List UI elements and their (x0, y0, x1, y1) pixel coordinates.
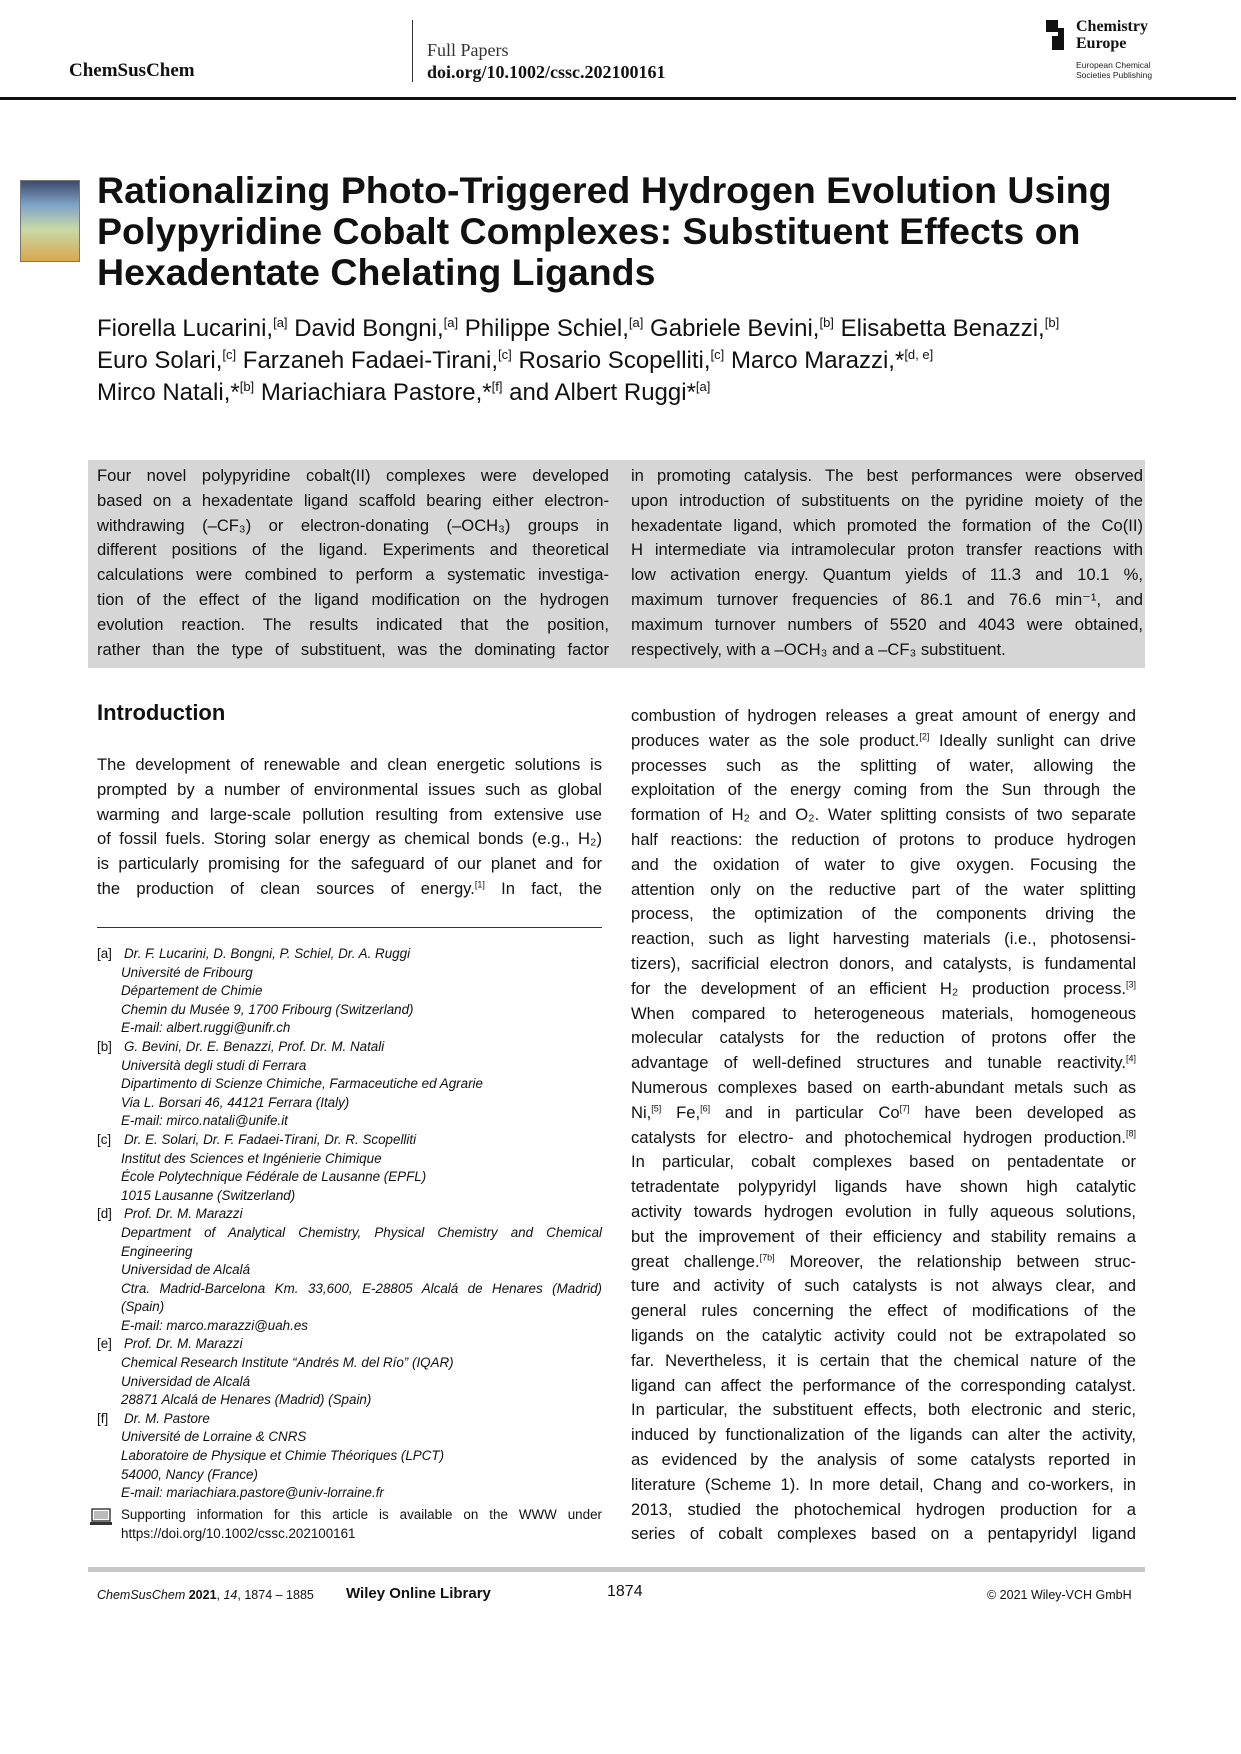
author-name: Philippe Schiel, (464, 315, 629, 342)
affiliation-line: Prof. Dr. M. Marazzi (124, 1336, 243, 1352)
body-text-line: process, the optimization of the components driving the (631, 904, 1136, 924)
affiliation-line: Università degli studi di Ferrara (121, 1057, 307, 1073)
body-text-line: ligand can affect the performance of the corresponding catalyst. (631, 1375, 1136, 1395)
wiley-online-library-link[interactable]: Wiley Online Library (346, 1585, 491, 1602)
supporting-information-note: Supporting information for this article is available on the WWW under https://doi.org/10.1002/cssc.202100161 (121, 1506, 602, 1543)
body-text-line: In particular, the substituent effects, both electronic and steric, (631, 1400, 1136, 1420)
citation-marker[interactable]: [4] (1125, 1053, 1136, 1064)
affiliation-line: Laboratoire de Physique et Chimie Théoriques (LPCT) (121, 1448, 445, 1464)
affiliation-line: Institut des Sciences et Ingénierie Chimique (121, 1150, 382, 1166)
body-text-line: general rules concerning the effect of modifications of the (631, 1301, 1136, 1321)
body-text-line: half reactions: the reduction of protons to produce hydrogen (631, 829, 1136, 849)
doi-link[interactable]: doi.org/10.1002/cssc.202100161 (427, 62, 666, 82)
intro-left-column: The development of renewable and clean energetic solutions is prompted by a number of environmental issues such as global warming and large-scale pollution resulting from extensive use of fossil fuels. Storing solar energy as chemical bonds (e.g., H₂) is particularly promising for the safeguard of our planet and for the production of clean sources of energy.[1] In fact, the (97, 755, 602, 898)
affiliation-line: École Polytechnique Fédérale de Lausanne (EPFL) (121, 1169, 427, 1185)
supporting-info-link[interactable]: https://doi.org/10.1002/cssc.202100161 (121, 1525, 356, 1541)
affiliation-block (97, 1410, 602, 1503)
abstract-right-column: in promoting catalysis. The best performances were observed upon introduction of substituents on the pyridine moiety of the hexadentate ligand, which promoted the formation of the Co(II) H intermediate via intramolecular proton transfer reactions with low activation energy. Quantum yields of 11.3 and 10.1 %, maximum turnover frequencies of 86.1 and 76.6 min⁻¹, and maximum turnover numbers of 5520 and 4043 were obtained, respectively, with a –OCH₃ and a –CF₃ substituent. (631, 466, 1143, 659)
affiliation-email[interactable]: E-mail: albert.ruggi@unifr.ch (121, 1020, 291, 1036)
author-name: Fiorella Lucarini, (97, 315, 274, 342)
journal-cover-thumbnail[interactable] (20, 180, 80, 262)
body-text-line: for the development of an efficient H₂ production process.[3] (631, 978, 1136, 998)
author-name: Marco Marazzi,* (730, 347, 905, 374)
author-name: David Bongni, (294, 315, 444, 342)
author-name: Mariachiara Pastore,* (260, 379, 492, 406)
affiliation-line: Dipartimento di Scienze Chimiche, Farmaceutiche ed Agrarie (121, 1076, 483, 1092)
affiliation-email[interactable]: E-mail: mirco.natali@unife.it (121, 1113, 288, 1129)
affiliation-label: [e] (97, 1336, 112, 1352)
body-text-line: literature (Scheme 1). In more detail, Chang and co-workers, in (631, 1474, 1136, 1494)
body-text-line: produces water as the sole product.[2] Ideally sunlight can drive (631, 730, 1136, 750)
header-divider (412, 20, 413, 82)
section-label: Full Papers (427, 40, 509, 60)
body-text-line: 2013, studied the photochemical hydrogen production for a (631, 1499, 1136, 1519)
body-text-line: catalysts for electro- and photochemical hydrogen production.[8] (631, 1127, 1136, 1147)
body-text-line: Ni,[5] Fe,[6] and in particular Co[7] have been developed as (631, 1102, 1136, 1122)
affiliation-line: Engineering (121, 1243, 193, 1259)
body-text-line: attention only on the reductive part of the water splitting (631, 879, 1136, 899)
author-name: Mirco Natali,* (97, 379, 240, 406)
affiliation-label: [c] (97, 1131, 112, 1147)
body-text-line: great challenge.[7b] Moreover, the relationship between struc- (631, 1251, 1136, 1271)
affiliation-line: Dr. E. Solari, Dr. F. Fadaei-Tirani, Dr. R. Scopelliti (124, 1131, 417, 1147)
affiliation-line: (Spain) (121, 1299, 165, 1315)
affiliation-block (97, 1335, 602, 1409)
body-text-line: and the oxidation of water to give oxygen. Focusing the (631, 854, 1136, 874)
citation-marker[interactable]: [7] (899, 1103, 910, 1114)
body-text-line: activity towards hydrogen evolution in fully aqueous solutions, (631, 1201, 1136, 1221)
footnote-rule (97, 927, 602, 928)
affiliation-block (97, 1038, 602, 1131)
copyright: © 2021 Wiley-VCH GmbH (987, 1588, 1132, 1602)
affiliation-email[interactable]: E-mail: marco.marazzi@uah.es (121, 1317, 308, 1333)
citation-marker[interactable]: [8] (1125, 1128, 1136, 1139)
author-name: and Albert Ruggi* (509, 379, 696, 406)
affiliation-block (97, 945, 602, 1038)
body-text-line: molecular catalysts for the reduction of protons offer the (631, 1028, 1136, 1048)
affiliation-line: Department of Analytical Chemistry, Physical Chemistry and Chemical (121, 1224, 602, 1240)
affiliation-line: Dr. M. Pastore (124, 1410, 210, 1426)
citation-marker[interactable]: [3] (1125, 979, 1136, 990)
body-text-line: reaction, such as light harvesting materials (i.e., photosensi- (631, 929, 1136, 949)
affiliation-email[interactable]: E-mail: mariachiara.pastore@univ-lorraine.fr (121, 1485, 384, 1501)
computer-monitor-icon (90, 1508, 112, 1526)
affiliation-line: 1015 Lausanne (Switzerland) (121, 1187, 296, 1203)
section-heading-introduction: Introduction (97, 700, 226, 725)
author-name: Farzaneh Fadaei-Tirani, (242, 347, 499, 374)
affiliation-block (97, 1205, 602, 1335)
citation-marker[interactable]: [6] (700, 1103, 711, 1114)
body-text-line: far. Nevertheless, it is certain that the chemical nature of the (631, 1350, 1136, 1370)
author-line: Mirco Natali,*[b] Mariachiara Pastore,*[f] and Albert Ruggi*[a] (97, 379, 711, 406)
chemistry-europe-logo-icon (1046, 20, 1064, 50)
body-text-line: as evidenced by the analysis of some catalysts reported in (631, 1449, 1136, 1469)
body-text-line: ture and activity of such catalysts is not always clear, and (631, 1276, 1136, 1296)
body-text-line: processes such as the splitting of water, allowing the (631, 755, 1136, 775)
affiliation-line: Via L. Borsari 46, 44121 Ferrara (Italy) (121, 1094, 350, 1110)
footer-citation: ChemSusChem 2021, 14, 1874 – 1885 (97, 1588, 314, 1602)
affiliation-block (97, 1131, 602, 1205)
affiliations (97, 945, 602, 1503)
author-name: Euro Solari, (97, 347, 223, 374)
body-text-line: ligands on the catalytic activity could not be extrapolated so (631, 1325, 1136, 1345)
body-text-line: When compared to heterogeneous materials, homogeneous (631, 1003, 1136, 1023)
body-text-line: series of cobalt complexes based on a pentapyridyl ligand (631, 1524, 1136, 1544)
body-text-line: induced by functionalization of the ligands can alter the activity, (631, 1425, 1136, 1445)
body-text-line: tizers), sacrificial electron donors, and catalysts, is fundamental (631, 953, 1136, 973)
affiliation-line: Ctra. Madrid-Barcelona Km. 33,600, E-28805 Alcalá de Henares (Madrid) (121, 1280, 602, 1296)
page-number: 1874 (607, 1583, 643, 1600)
affiliation-line: Prof. Dr. M. Marazzi (124, 1206, 243, 1222)
body-text-line: but the improvement of their efficiency and stability remains a (631, 1226, 1136, 1246)
article-title: Rationalizing Photo-Triggered Hydrogen Evolution Using Polypyridine Cobalt Complexes: Substituent Effects on Hexadentate Chelating Ligands (97, 169, 1112, 293)
affiliation-line: Universidad de Alcalá (121, 1262, 251, 1278)
author-line: Euro Solari,[c] Farzaneh Fadaei-Tirani,[c] Rosario Scopelliti,[c] Marco Marazzi,*[d, e] (97, 347, 934, 374)
body-text-line: exploitation of the energy coming from the Sun through the (631, 780, 1136, 800)
affiliation-line: Dr. F. Lucarini, D. Bongni, P. Schiel, Dr. A. Ruggi (124, 946, 411, 961)
author-list (97, 313, 1147, 409)
affiliation-label: [d] (97, 1206, 112, 1222)
citation-marker[interactable]: [1] (474, 879, 485, 890)
author-name: Gabriele Bevini, (650, 315, 820, 342)
body-text-line: advantage of well-defined structures and tunable reactivity.[4] (631, 1053, 1136, 1073)
header-rule (0, 97, 1236, 100)
affiliation-line: Département de Chimie (121, 983, 263, 999)
citation-marker[interactable]: [2] (919, 731, 930, 742)
affiliation-label: [f] (97, 1410, 109, 1426)
affiliation-line: G. Bevini, Dr. E. Benazzi, Prof. Dr. M. Natali (124, 1038, 385, 1054)
affiliation-line: 28871 Alcalá de Henares (Madrid) (Spain) (121, 1392, 372, 1408)
affiliation-line: Chemical Research Institute “Andrés M. del Río” (IQAR) (121, 1355, 454, 1371)
affiliation-label: [a] (97, 946, 112, 961)
publisher-subtitle: European Chemical Societies Publishing (1076, 60, 1153, 80)
abstract-left-column: Four novel polypyridine cobalt(II) complexes were developed based on a hexadentate ligand scaffold bearing either electron- withdrawing (–CF₃) or electron-donating (–OCH₃) groups in different positions of the ligand. Experiments and theoretical calculations were combined to perform a systematic investiga- tion of the effect of the ligand modification on the hydrogen evolution reaction. The results indicated that the position, rather than the type of substituent, was the dominating factor (97, 466, 609, 659)
affiliation-line: 54000, Nancy (France) (121, 1466, 258, 1482)
body-text-line: tetradentate polypyridyl ligands have shown high catalytic (631, 1177, 1136, 1197)
affiliation-line: Université de Fribourg (121, 964, 253, 980)
author-name: Elisabetta Benazzi, (840, 315, 1045, 342)
body-text-line: In particular, cobalt complexes based on pentadentate or (631, 1152, 1136, 1172)
footer-rule (88, 1567, 1145, 1572)
journal-name: ChemSusChem (69, 60, 195, 81)
citation-marker[interactable]: [5] (651, 1103, 662, 1114)
affiliation-line: Université de Lorraine & CNRS (121, 1429, 307, 1445)
author-line: Fiorella Lucarini,[a] David Bongni,[a] Philippe Schiel,[a] Gabriele Bevini,[b] Elisabetta Benazzi,[b] (97, 315, 1060, 342)
body-text-line: Numerous complexes based on earth-abundant metals such as (631, 1077, 1136, 1097)
affiliation-line: Chemin du Musée 9, 1700 Fribourg (Switzerland) (121, 1001, 414, 1017)
intro-right-column (631, 704, 1136, 1547)
author-name: Rosario Scopelliti, (518, 347, 711, 374)
affiliation-label: [b] (97, 1038, 112, 1054)
publisher-name: Chemistry Europe (1076, 18, 1148, 52)
affiliation-line: Universidad de Alcalá (121, 1373, 251, 1389)
body-text-line: combustion of hydrogen releases a great amount of energy and (631, 706, 1136, 725)
citation-marker[interactable]: [7b] (759, 1252, 775, 1262)
body-text-line: formation of H₂ and O₂. Water splitting consists of two separate (631, 805, 1136, 825)
